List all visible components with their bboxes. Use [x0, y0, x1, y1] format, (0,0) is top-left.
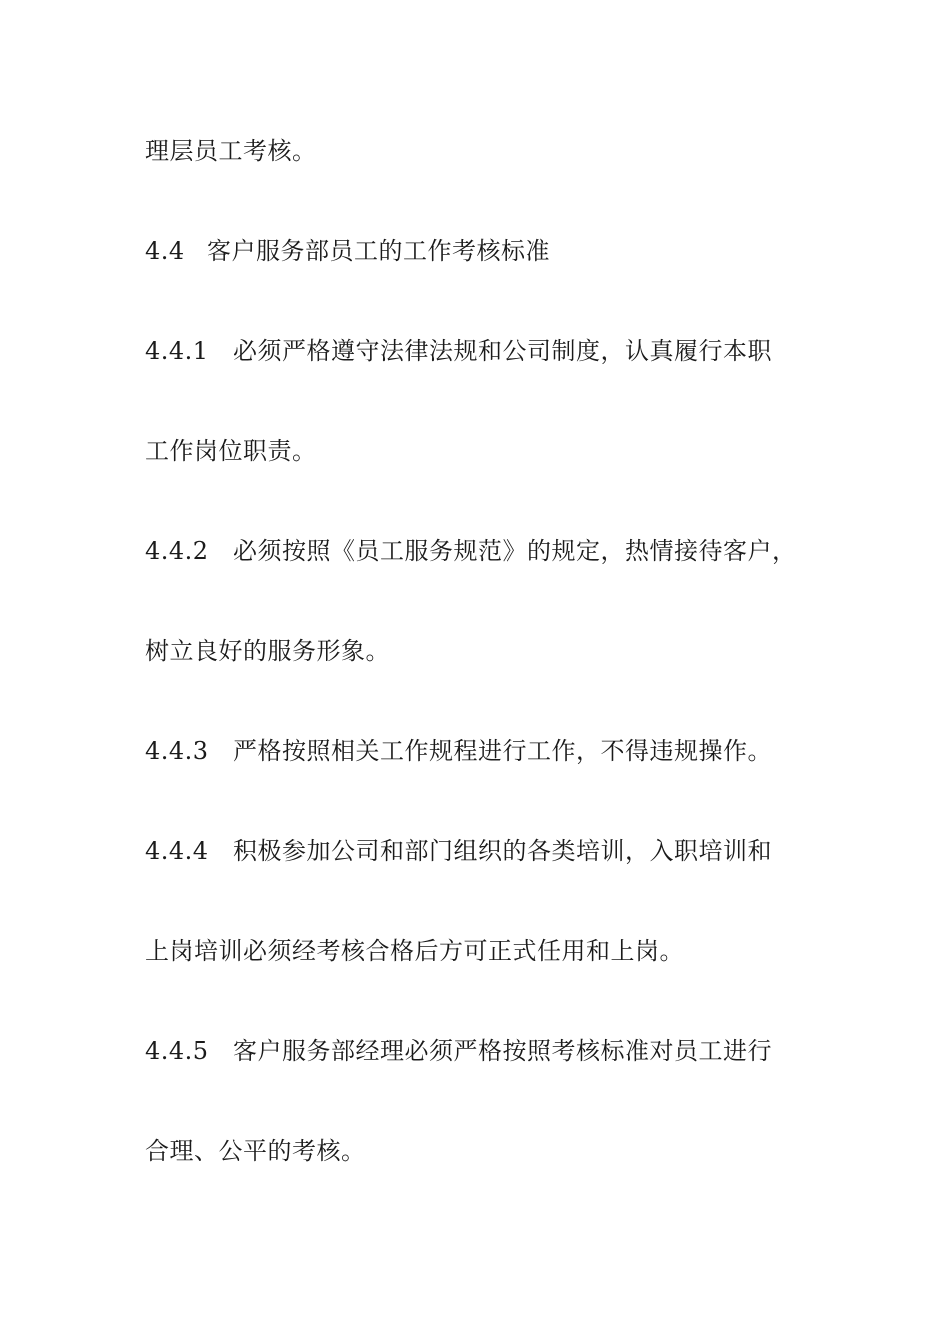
clause-text: 积极参加公司和部门组织的各类培训，入职培训和	[233, 837, 772, 865]
clause-line	[145, 336, 772, 366]
clause-line	[145, 836, 772, 866]
clause-line	[145, 536, 797, 566]
clause-line	[145, 1036, 772, 1066]
clause-text: 必须严格遵守法律法规和公司制度，认真履行本职	[233, 337, 772, 365]
clause-number: 4.4.2	[145, 537, 209, 565]
line-text: 工作岗位职责。	[145, 437, 317, 465]
paragraph-line	[145, 136, 317, 166]
paragraph-line	[145, 936, 684, 966]
clause-line	[145, 736, 772, 766]
section-number: 4.4	[145, 237, 185, 265]
clause-number: 4.4.5	[145, 1037, 209, 1065]
section-heading	[145, 236, 550, 266]
clause-number: 4.4.4	[145, 837, 209, 865]
clause-text: 严格按照相关工作规程进行工作，不得违规操作。	[233, 737, 772, 765]
clause-text: 客户服务部经理必须严格按照考核标准对员工进行	[233, 1037, 772, 1065]
line-text: 树立良好的服务形象。	[145, 637, 390, 665]
section-title: 客户服务部员工的工作考核标准	[207, 237, 550, 265]
clause-text: 必须按照《员工服务规范》的规定，热情接待客户，	[233, 537, 797, 565]
line-text: 上岗培训必须经考核合格后方可正式任用和上岗。	[145, 937, 684, 965]
paragraph-line	[145, 636, 390, 666]
line-text: 合理、公平的考核。	[145, 1137, 366, 1165]
clause-number: 4.4.3	[145, 737, 209, 765]
line-text: 理层员工考核。	[145, 137, 317, 165]
paragraph-line	[145, 436, 317, 466]
paragraph-line	[145, 1136, 366, 1166]
clause-number: 4.4.1	[145, 337, 209, 365]
